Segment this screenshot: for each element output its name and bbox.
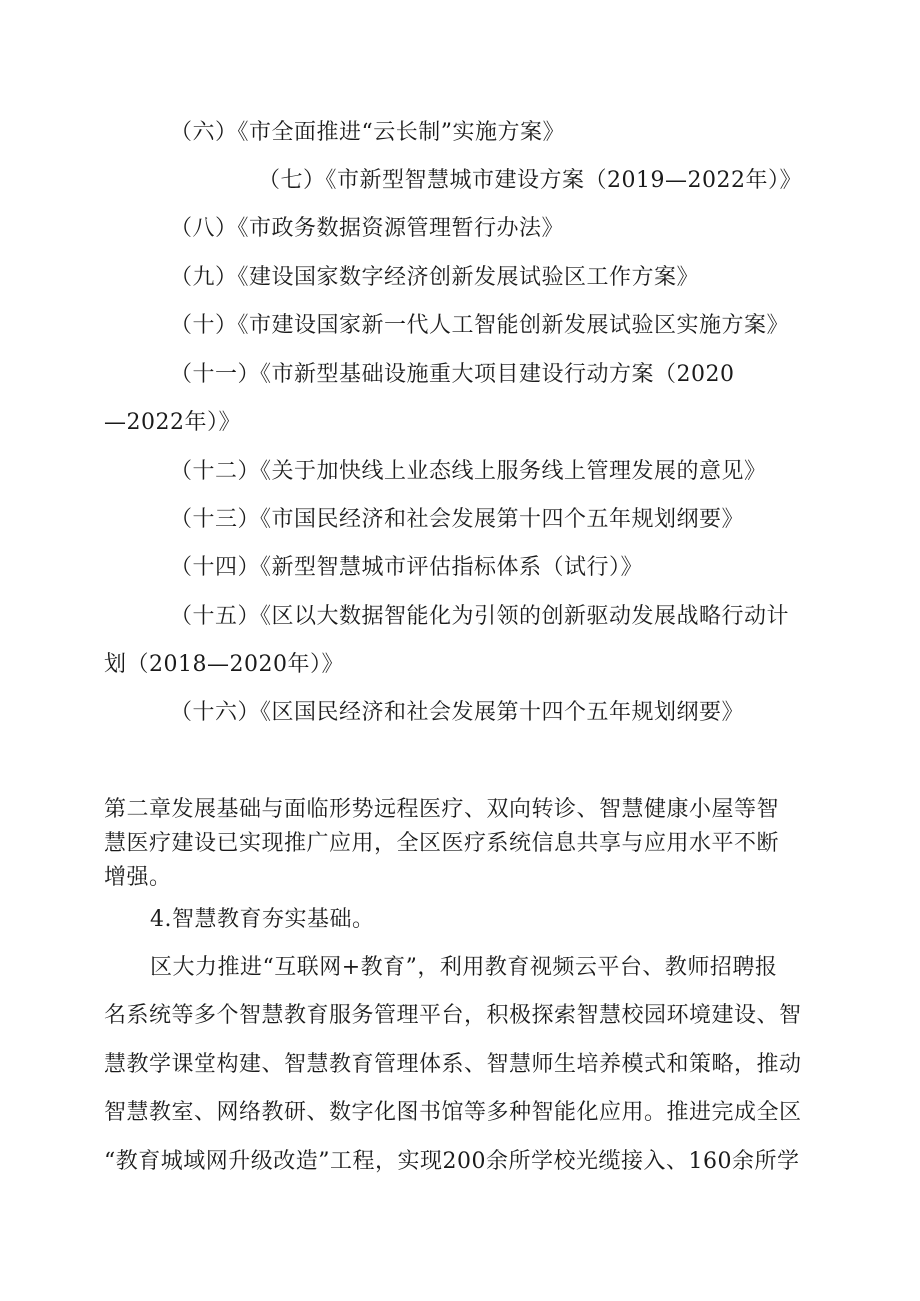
reference-item: （十一）《市新型基础设施重大项目建设行动方案（2020 [170,362,735,387]
body-paragraph-line: “教育城域网升级改造”工程，实现200余所学校光缆接入、160余所学 [104,1149,800,1174]
chapter-paragraph-line: 增强。 [104,865,172,890]
reference-item: （九）《建设国家数字经济创新发展试验区工作方案》 [170,265,700,290]
body-paragraph-line: 区大力推进“互联网+教育”，利用教育视频云平台、教师招聘报 [150,955,778,980]
chapter-paragraph-line: 慧医疗建设已实现推广应用，全区医疗系统信息共享与应用水平不断 [104,831,780,856]
section-heading: 4.智慧教育夯实基础。 [150,907,375,932]
reference-item: （八）《市政务数据资源管理暂行办法》 [170,216,565,241]
reference-item: （六）《市全面推进“云长制”实施方案》 [170,120,565,145]
reference-item: （十）《市建设国家新一代人工智能创新发展试验区实施方案》 [170,313,790,338]
body-paragraph-line: 智慧教室、网络教研、数字化图书馆等多种智能化应用。推进完成全区 [104,1100,802,1125]
reference-item-continuation: 划（2018—2020年）》 [104,652,344,677]
reference-item: （十五）《区以大数据智能化为引领的创新驱动发展战略行动计 [170,604,790,629]
reference-item-continuation: —2022年）》 [104,410,241,435]
reference-item: （七）《市新型智慧城市建设方案（2019—2022年）》 [258,168,802,193]
body-paragraph-line: 名系统等多个智慧教育服务管理平台，积极探索智慧校园环境建设、智 [104,1003,802,1028]
chapter-paragraph-line: 第二章发展基础与面临形势远程医疗、双向转诊、智慧健康小屋等智 [104,797,780,822]
body-paragraph-line: 慧教学课堂构建、智慧教育管理体系、智慧师生培养模式和策略，推动 [104,1052,802,1077]
reference-item: （十六）《区国民经济和社会发展第十四个五年规划纲要》 [170,700,745,725]
reference-item: （十四）《新型智慧城市评估指标体系（试行）》 [170,555,644,580]
reference-item: （十三）《市国民经济和社会发展第十四个五年规划纲要》 [170,507,745,532]
reference-item: （十二）《关于加快线上业态线上服务线上管理发展的意见》 [170,459,767,484]
